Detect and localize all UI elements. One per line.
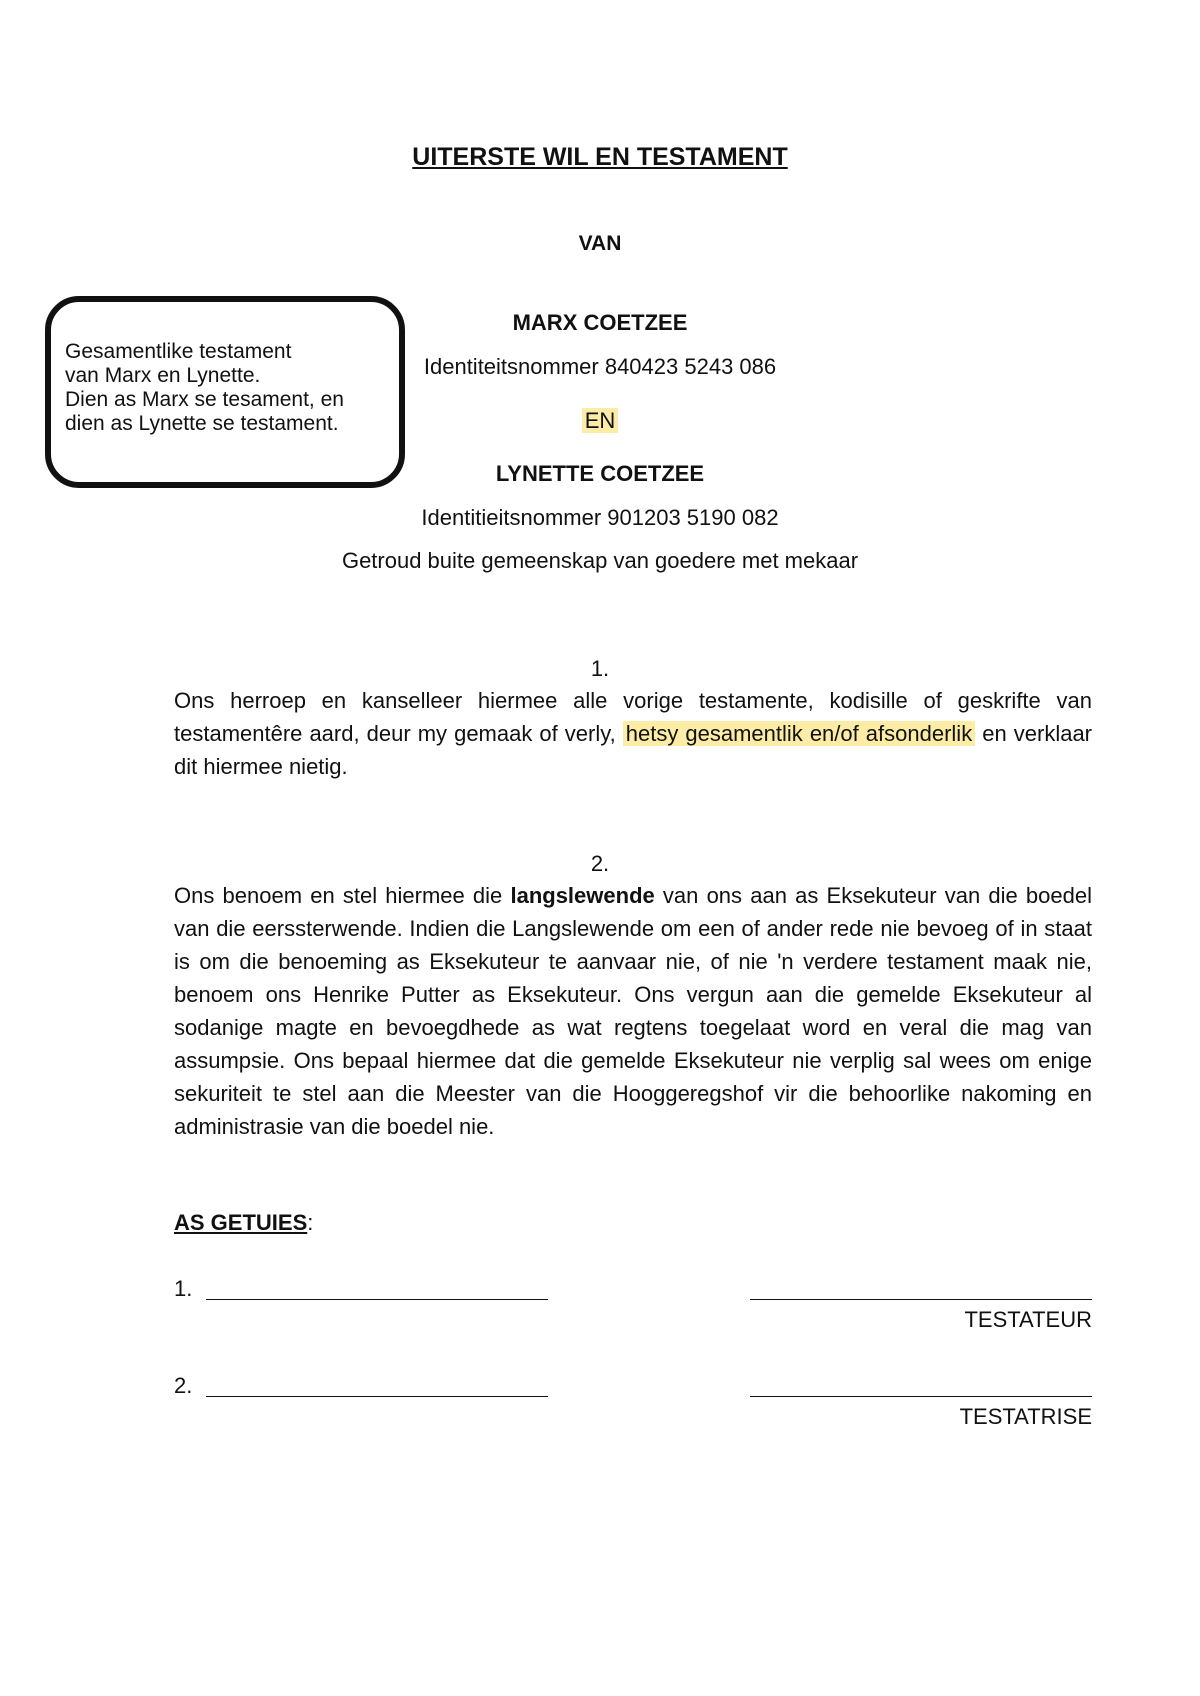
witness-2-signature-line [206,1396,548,1397]
clause-2-bold: langslewende [510,883,655,908]
van-label: VAN [578,232,622,255]
witness-2-number: 2. [174,1373,193,1398]
comment-line: Gesamentlike testament [65,340,292,363]
testator-label: TESTATEUR [964,1307,1092,1332]
clause-2-text [174,879,1092,1143]
clause-2-number: 2. [590,851,610,876]
clause-2-text-after: van ons aan as Eksekuteur van die boedel van die eerssterwende. Indien die Langslewende om een of ander rede nie bevoeg of in staat is om die benoeming as Eksekuteur te aanvaar nie, of nie 'n verdere testament maak nie, benoem ons Henrike Putter as Eksekuteur. Ons vergun aan die gemelde Eksekuteur al sodanige magte en bevoegdhede as wat regtens toegelaat word en veral die mag van assumpsie. Ons bepaal hiermee dat die gemelde Eksekuteur nie verplig sal wees om enige sekuriteit te stel aan die Meester van die Hooggeregshof vir die behoorlike nakoming en administrasie van die boedel nie. [174,883,1092,1139]
clause-1-number: 1. [590,656,610,681]
testatrix-name: LYNETTE COETZEE [495,461,705,486]
testator-id: Identiteitsnommer 840423 5243 086 [423,354,777,379]
witness-heading-label: AS GETUIES [174,1210,308,1235]
witness-heading-colon: : [307,1210,314,1235]
clause-1-highlight: hetsy gesamentlik en/of afsonderlik [623,721,975,746]
document-title: UITERSTE WIL EN TESTAMENT [412,143,788,171]
clause-1-text-after: en verklaar dit hiermee nietig. [174,721,1093,779]
testatrix-signature-line [750,1396,1092,1397]
clause-1-text-before: Ons herroep en kanselleer hiermee alle vorige testamente, kodisille of geskrifte van testamentêre aard, deur my gemaak of verly, [174,688,1092,746]
clause-1-text [174,684,1092,783]
witness-heading [174,1209,313,1237]
marriage-status: Getroud buite gemeenskap van goedere met mekaar [341,548,859,573]
witness-1-signature-line [206,1299,548,1300]
testator-name: MARX COETZEE [512,310,688,335]
comment-line: Dien as Marx se tesament, en [65,388,344,411]
witness-1-number: 1. [174,1276,193,1301]
clause-2-text-before: Ons benoem en stel hiermee die [174,883,511,908]
testatrix-label: TESTATRISE [959,1404,1092,1429]
conjunction-highlight: EN [582,408,619,433]
comment-text [65,340,405,436]
testator-signature-line [750,1299,1092,1300]
comment-line: dien as Lynette se testament. [65,412,339,435]
comment-line: van Marx en Lynette. [65,364,261,387]
testatrix-id: Identitieitsnommer 901203 5190 082 [421,505,779,530]
